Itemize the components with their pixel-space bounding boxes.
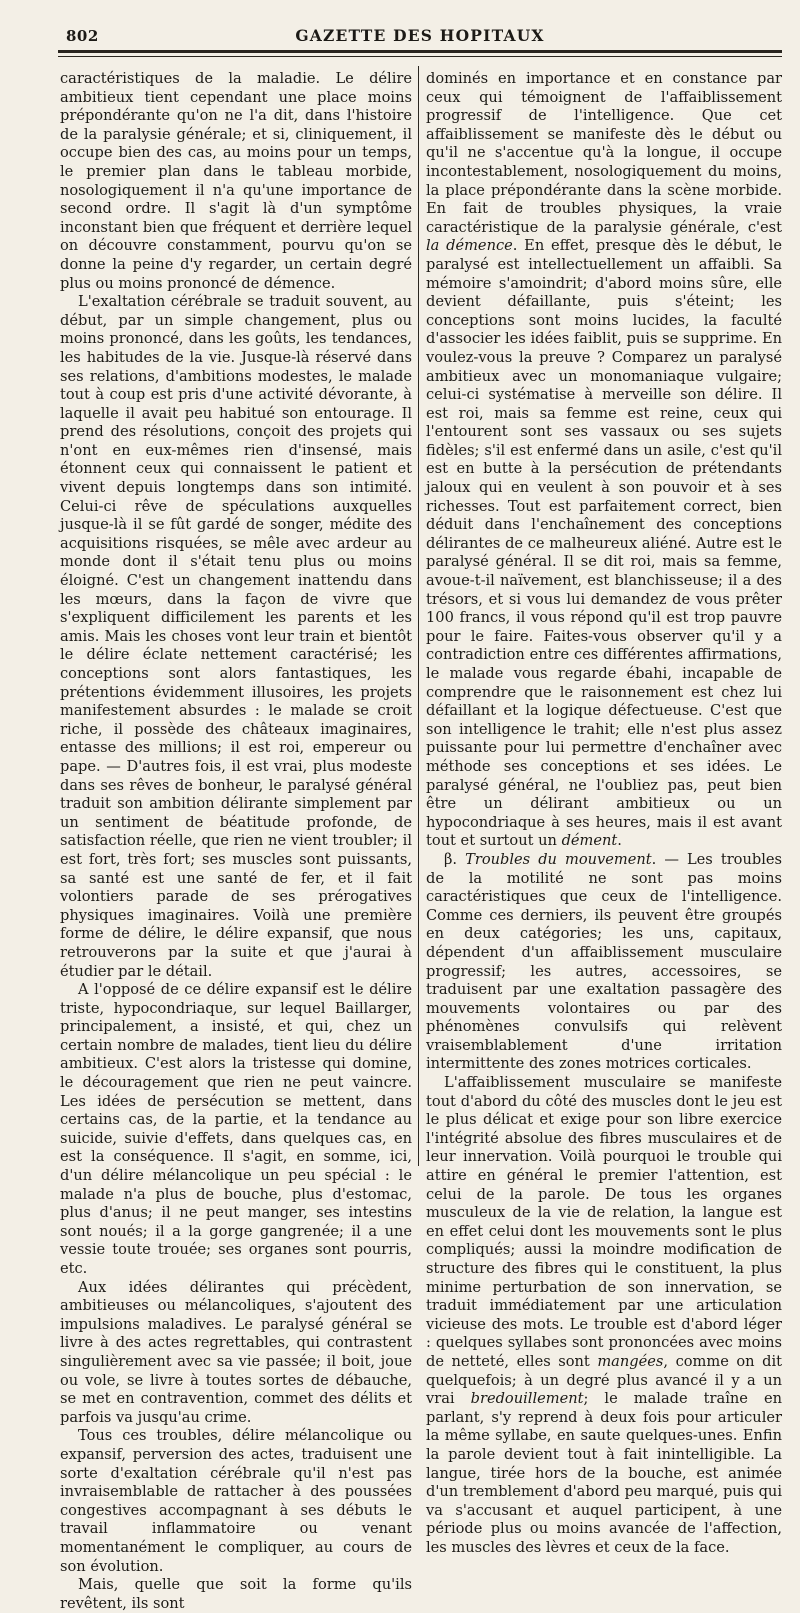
column-divider xyxy=(418,66,419,1166)
text-run: , comme on dit quelquefois; à un degré plus avancé il y a un vrai xyxy=(426,1352,782,1408)
text-run: . En effet, presque dès le début, le paralysé est intellectuellement un affaibli. Sa mémoire s'amoindrit; d'abord moins sûre, elle devient défaillante, puis s'éteint; les conceptions sont moins lucides, la faculté d'associer les idées faiblit, puis se supprime. En voulez-vous la preuve ? Comparez un paralysé ambitieux avec un monomaniaque vulgaire; celui-ci systématise à merveille son délire. Il est roi, mais sa femme est reine, ceux qui l'entourent sont ses vassaux ou ses sujets fidèles; s'il est enfermé dans un asile, c'est qu'il est en butte à la persécution de prétendants jaloux qui en veulent à son pouvoir et à ses richesses. Tout est parfaitement correct, bien déduit dans l'enchaînement des conceptions délirantes de ce malheureux aliéné. Autre est le paralysé général. Il se dit roi, mais sa femme, avoue-t-il naïvement, est blanchisseuse; il a des trésors, et si vous lui demandez de vous prêter 100 francs, il vous répond qu'il est trop pauvre pour le faire. Faites-vous observer qu'il y a contradiction entre ces différentes affirmations, le malade vous regarde ébahi, incapable de comprendre que le raisonnement est chez lui défaillant et la logique défectueuse. C'est que son intelligence le trahit; elle n'est plus assez puissante pour lui permettre d'enchaîner avec méthode ses conceptions et ses idées. Le paralysé général, ne l'oubliez pas, peut bien être un délirant ambitieux ou un hypocondriaque à ses heures, mais il est avant tout et surtout un xyxy=(426,237,782,850)
paragraph: Aux idées délirantes qui précèdent, ambitieuses ou mélancoliques, s'ajoutent des impulsions maladives. Le paralysé général se livre à des actes regrettables, qui contrastent singulièrement avec sa vie passée; il boit, joue ou vole, se livre à toutes sortes de débauche, se met en contravention, commet des délits et parfois va jusqu'au crime. xyxy=(60,1278,412,1426)
italic-term: bredouillement xyxy=(470,1390,584,1408)
paragraph: caractéristiques de la maladie. Le délire ambitieux tient cependant une place moins prépondérante qu'on ne l'a dit, dans l'histoire de la paralysie générale; et si, cliniquement, il occupe bien des cas, au moins pour un temps, le premier plan dans le tableau morbide, nosologiquement il n'a qu'une importance de second ordre. Il s'agit là d'un symptôme inconstant bien que fréquent et derrière lequel on découvre constamment, pourvu qu'on se donne la peine d'y regarder, un certain degré plus ou moins prononcé de démence. xyxy=(60,70,412,292)
header-rule-thin xyxy=(58,56,782,57)
journal-title: GAZETTE DES HOPITAUX xyxy=(295,26,545,45)
page-header xyxy=(58,24,782,46)
paragraph xyxy=(426,1074,782,1557)
right-column xyxy=(426,70,782,1556)
italic-term: dément xyxy=(561,832,618,850)
text-run: dominés en importance et en constance par ceux qui témoignent de l'affaiblissement progressif de l'intelligence. Que cet affaiblissement se manifeste dès le début ou qu'il ne s'accentue qu'à la longue, il occupe incontestablement, nosologiquement du moins, la place prépondérante dans la scène morbide. En fait de troubles physiques, la vraie caractéristique de la paralysie générale, c'est xyxy=(426,70,782,236)
header-rule-thick xyxy=(58,50,782,53)
paragraph xyxy=(426,851,782,1074)
paragraph: L'exaltation cérébrale se traduit souvent, au début, par un simple changement, plus ou moins prononcé, dans les goûts, les tendances, les habitudes de la vie. Jusque-là réservé dans ses relations, d'ambitions modestes, le malade tout à coup est pris d'une activité dévorante, à laquelle il avait peu habitué son entourage. Il prend des résolutions, conçoit des projets qui n'ont en eux-mêmes rien d'insensé, mais étonnent ceux qui connaissent le patient et vivent depuis longtemps dans son intimité. Celui-ci rêve de spéculations auxquelles jusque-là il se fût gardé de songer, médite des acquisitions risquées, se mêle avec ardeur au monde dont il s'était tenu plus ou moins éloigné. C'est un changement inattendu dans les mœurs, dans la façon de vivre que s'expliquent difficilement les parents et les amis. Mais les choses vont leur train et bientôt le délire éclate nettement caractérisé; les conceptions sont alors fantastiques, les prétentions évidemment illusoires, les projets manifestement absurdes : le malade se croit riche, il possède des châteaux imaginaires, entasse des millions; il est roi, empereur ou pape. — D'autres fois, il est vrai, plus modeste dans ses rêves de bonheur, le paralysé général traduit son ambition délirante simplement par un sentiment de béatitude profonde, de satisfaction réelle, que rien ne vient troubler; il est fort, très fort; ses muscles sont puissants, sa santé est une santé de fer, et il fait volontiers parade de ses prérogatives physiques imaginaires. Voilà une première forme de délire, le délire expansif, que nous retrouverons par la suite et que j'aurai à étudier par le détail. xyxy=(60,293,412,980)
text-run: ; le malade traîne en parlant, s'y reprend à deux fois pour articuler la même syllabe, en saute quelques-unes. Enfin la parole devient tout à fait inintelligible. La langue, tirée hors de la bouche, est animée d'un tremblement d'abord peu marqué, puis qui va s'accusant et auquel participent, à une période plus ou moins avancée de l'affection, les muscles des lèvres et ceux de la face. xyxy=(426,1390,782,1556)
text-run: . xyxy=(617,832,622,850)
left-column xyxy=(60,70,412,1612)
paragraph: A l'opposé de ce délire expansif est le délire triste, hypocondriaque, sur lequel Baillarger, principalement, a insisté, et qui, chez un certain nombre de malades, tient lieu du délire ambitieux. C'est alors la tristesse qui domine, le découragement que rien ne peut vaincre. Les idées de persécution se mettent, dans certains cas, de la partie, et la tendance au suicide, suivie d'effets, dans quelques cas, en est la conséquence. Il s'agit, en somme, ici, d'un délire mélancolique un peu spécial : le malade n'a plus de bouche, plus d'estomac, plus d'anus; il ne peut manger, ses intestins sont noués; il a la gorge gangrenée; il a une vessie toute trouée; ses organes sont pourris, etc. xyxy=(60,981,412,1277)
text-run: L'affaiblissement musculaire se manifeste tout d'abord du côté des muscles dont le jeu est le plus délicat et exige pour son libre exercice l'intégrité absolue des fibres musculaires et de leur innervation. Voilà pourquoi le trouble qui attire en général le premier l'attention, est celui de la parole. De tous les organes musculeux de la vie de relation, la langue est en effet celui dont les mouvements sont le plus compliqués; aussi la moindre modification de structure des fibres qui le constituent, la plus minime perturbation de son innervation, se traduit immédiatement par une articulation vicieuse des mots. Le trouble est d'abord léger : quelques syllabes sont prononcées avec moins de netteté, elles sont xyxy=(426,1074,782,1370)
paragraph: Tous ces troubles, délire mélancolique ou expansif, perversion des actes, traduisent une sorte d'exaltation cérébrale qu'il n'est pas invraisemblable de rattacher à des poussées congestives accompagnant à ses débuts le travail inflammatoire ou venant momentanément le compliquer, au cours de son évolution. xyxy=(60,1427,412,1575)
page-number: 802 xyxy=(66,27,99,45)
paragraph xyxy=(426,70,782,851)
paragraph: Mais, quelle que soit la forme qu'ils revêtent, ils sont xyxy=(60,1576,412,1612)
section-marker: β. xyxy=(444,850,466,868)
italic-term: la démence xyxy=(426,237,513,255)
section-heading: Troubles du mouvement xyxy=(465,850,652,868)
italic-term: mangées xyxy=(597,1352,664,1370)
text-run: . — Les troubles de la motilité ne sont pas moins caractéristiques que ceux de l'intelligence. Comme ces derniers, ils peuvent être groupés en deux catégories; les uns, capitaux, dépendent d'un affaiblissement musculaire progressif; les autres, accessoires, se traduisent par une exaltation passagère des mouvements volontaires ou par des phénomènes convulsifs qui relèvent vraisemblablement d'une irritation intermittente des zones motrices corticales. xyxy=(426,850,782,1073)
